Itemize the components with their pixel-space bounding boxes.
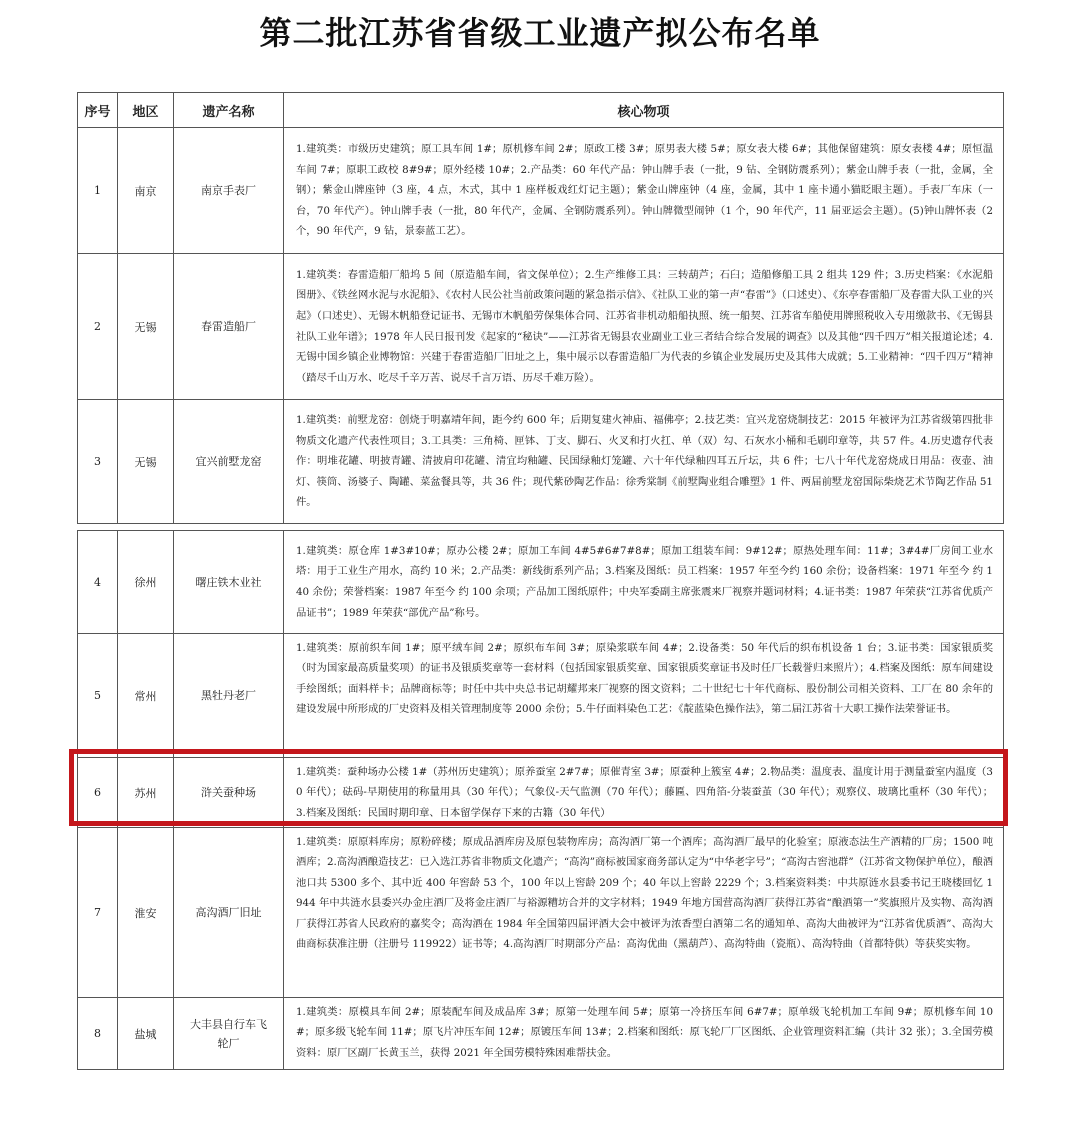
row-core-items: [284, 998, 1004, 1070]
heritage-table-part-1: [77, 92, 1004, 524]
table-row-highlighted: [78, 758, 1004, 828]
row-region: 无锡: [118, 400, 174, 524]
row-core-items: 1.建筑类：原仓库 1#3#10#；原办公楼 2#；原加工车间 4#5#6#7#8#；原加工组装车间：9#12#；原热处理车间：11#；3#4#厂房间工业水塔：用于工业生产用水，高约 10 米；2.产品类：新线街系列产品；3.档案及图纸：员工档案：1957 年至今约 160 余份；设备档案：1971 年至今 约 140 余份；荣誉档案：1987 年至今 约 100 余项；产品加工图纸原件；中央军委副主席张震来厂视察并题词材料；4.证书类：1987 年荣获“江苏省优质产品证书”；1989 年荣获“部优产品”称号。: [284, 531, 1004, 634]
row-no: 6: [78, 758, 118, 828]
header-name: 遗产名称: [174, 93, 284, 128]
row-no: 4: [78, 531, 118, 634]
row-region: 淮安: [118, 828, 174, 998]
heritage-table-part-2: [77, 530, 1004, 1070]
row-no: 1: [78, 128, 118, 254]
table-row: [78, 828, 1004, 998]
row-name: 春雷造船厂: [174, 254, 284, 400]
row-name: 宜兴前墅龙窑: [174, 400, 284, 524]
row-no: 5: [78, 634, 118, 758]
row-core-items: 1.建筑类：前墅龙窑：创烧于明嘉靖年间，距今约 600 年；后期复建火神庙、福佛亭；2.技艺类：宜兴龙窑烧制技艺：2015 年被评为江苏省级第四批非物质文化遗产代表性项目；3.工具类：三角椅、匣钵、丁支、脚石、火叉和打火扛、单（双）勾、石灰水小桶和毛刷印章等，共 57 件。4.历史遗存代表作：明堆花罐、明披青罐、清披肩印花罐、清宜均釉罐、民国绿釉灯笼罐、六十年代绿釉四耳五斤坛，共 6 件；七八十年代龙窑烧成日用品：夜壶、油灯、筷筒、汤婆子、陶罐、菜盆餐具等，共 36 件；现代紫砂陶艺作品：徐秀棠制《前墅陶业组合雕塑》1 件、两届前墅龙窑国际柴烧艺术节陶艺作品 51 件。: [284, 400, 1004, 524]
row-core-items: 1.建筑类：春雷造船厂船坞 5 间（原造船车间，省文保单位）；2.生产维修工具：三转葫芦；石臼；造船修船工具 2 组共 129 件；3.历史档案：《水泥船图册》、《铁丝网水泥与水泥船》、《农村人民公社当前政策问题的紧急指示信》、《社队工业的第一声“春雷”》（口述史）、《东亭春雷船厂及春雷大队工业的兴起》（口述史）、无锡木帆船登记证书、无锡市木帆船劳保集体合同、江苏省非机动船船执照、统一船契、江苏省车船使用牌照税收入专用缴款书、《无锡县社队工业年谱》；1978 年人民日报刊发《起家的“秘诀”——江苏省无锡县农业副业工业三者结合综合发展的调查》以及其他“四千四万”相关报道论述；4.无锡中国乡镇企业博物馆：兴建于春雷造船厂旧址之上，集中展示以春雷造船厂为代表的乡镇企业发展历史及其伟大成就；5.工业精神：“四千四万”精神（踏尽千山万水、吃尽千辛万苦、说尽千言万语、历尽千难万险）。: [284, 254, 1004, 400]
row-core-items: [284, 758, 1004, 828]
row-name: 南京手表厂: [174, 128, 284, 254]
table-header-row: [78, 93, 1004, 128]
row-core-items: [284, 634, 1004, 758]
row-name: 黑牡丹老厂: [174, 634, 284, 758]
document-title: 第二批江苏省省级工业遗产拟公布名单: [259, 14, 821, 52]
row-region: 无锡: [118, 254, 174, 400]
table-row: [78, 254, 1004, 400]
row-core-text: 1.建筑类：蚕种场办公楼 1#（苏州历史建筑）；原养蚕室 2#7#；原催青室 3#；原蚕种上簇室 4#；2.物品类：温度表、温度计用于测量蚕室内温度（30 年代）；砝码-早期使用的称量用具（30 年代）；气象仪-天气监测（70 年代）；藤匾、四角箔-分装蚕茧（30 年代）；观察仪、玻璃比重杯（30 年代）；3.档案及图纸：民国时期印章、日本留学保存下来的古籍（30 年代）: [296, 765, 993, 819]
row-name: 高沟酒厂旧址: [174, 828, 284, 998]
row-no: 8: [78, 998, 118, 1070]
row-region: 常州: [118, 634, 174, 758]
row-no: 2: [78, 254, 118, 400]
row-core-text: 1.建筑类：原前织车间 1#；原平绒车间 2#；原织布车间 3#；原染浆联车间 4#；2.设备类：50 年代后的织布机设备 1 台；3.证书类：国家银质奖（时为国家最高质量奖项）的证书及银质奖章等一套材料（包括国家银质奖章、国家银质奖章证书及时任厂长载誉归来照片）；4.档案及图纸：原车间建设手绘图纸；面料样卡；品牌商标等；时任中共中央总书记胡耀邦来厂视察的图文资料；二十世纪七十年代商标、股份制公司相关资料、工厂在 80 余年的建设发展中所形成的厂史资料及相关管理制度等 2000 余份；5.牛仔面料染色工艺：《靛蓝染色操作法》，第二届江苏省十大职工操作法荣誉证书。: [296, 641, 993, 716]
header-no: 序号: [78, 93, 118, 128]
row-core-items: [284, 828, 1004, 998]
row-core-text: 1.建筑类：原原料库房；原粉碎楼；原成品酒库房及原包装物库房；高沟酒厂第一个酒库；高沟酒厂最早的化验室；原液态法生产酒精的厂房；1500 吨酒库；2.高沟酒酿造技艺：已入选江苏省非物质文化遗产；“高沟”商标被国家商务部认定为“中华老字号”；“高沟古窖池群”（江苏省文物保护单位），酿酒池口共 5300 多个、其中近 400 年窖龄 53 个，100 年以上窖龄 209 个；40 年以上窖龄 2229 个；3.档案资料类：中共原涟水县委书记王晓楼回忆 1944 年中共涟水县委兴办金庄酒厂及将金庄酒厂与裕源糟坊合并的文字材料；1949 年地方国营高沟酒厂获得江苏省“酿酒第一”奖旗照片及实物、高沟酒厂获得江苏省人民政府的嘉奖令；高沟酒在 1984 年全国第四届评酒大会中被评为浓香型白酒第二名的通知单、高沟大曲被评为“江苏省优质酒”、高沟大曲商标获准注册（注册号 119922）证书等；4.高沟酒厂时期部分产品：高沟优曲（黑葫芦）、高沟特曲（瓷瓶）、高沟特曲（首都特供）等获奖实物。: [296, 835, 993, 951]
row-no: 3: [78, 400, 118, 524]
row-no: 7: [78, 828, 118, 998]
table-row: [78, 998, 1004, 1070]
row-name: 浒关蚕种场: [174, 758, 284, 828]
row-region: 南京: [118, 128, 174, 254]
row-region: 徐州: [118, 531, 174, 634]
header-core: 核心物项: [284, 93, 1004, 128]
header-region: 地区: [118, 93, 174, 128]
table-row: [78, 400, 1004, 524]
row-name: 大丰县自行车飞轮厂: [174, 998, 284, 1070]
table-row: [78, 128, 1004, 254]
row-core-items: 1.建筑类：市级历史建筑；原工具车间 1#；原机修车间 2#；原政工楼 3#；原男表大楼 5#；原女表大楼 6#；其他保留建筑：原女表楼 4#；原恒温车间 7#；原职工政校 8#9#；原外经楼 10#；2.产品类：60 年代产品：钟山牌手表（一批，9 钻、全钢防震系列）；紫金山牌手表（一批，金属，全钢）；紫金山牌座钟（3 座，4 点，木式，其中 1 座样板戏红灯记主题）；紫金山牌座钟（4 座，金属，其中 1 座卡通小猫眨眼主题）。手表厂车床（一台，70 年代产）。钟山牌手表（一批，80 年代产，金属、全钢防震系列）。钟山牌微型闹钟（1 个，90 年代产，11 届亚运会主题）。(5)钟山牌怀表（2 个，90 年代产，9 钻，景泰蓝工艺）。: [284, 128, 1004, 254]
row-region: 苏州: [118, 758, 174, 828]
row-name: 曙庄铁木业社: [174, 531, 284, 634]
row-region: 盐城: [118, 998, 174, 1070]
table-row: [78, 531, 1004, 634]
table-row: [78, 634, 1004, 758]
row-core-text: 1.建筑类：原模具车间 2#；原装配车间及成品库 3#；原第一处理车间 5#；原第一冷挤压车间 6#7#；原单级飞轮机加工车间 9#；原机修车间 10#；原多级飞轮车间 11#；原飞片冲压车间 12#；原镀压车间 13#；2.档案和图纸：原飞轮厂厂区图纸、企业管理资料汇编（共计 32 张）；3.全国劳模资料：原厂区副厂长黄玉兰，获得 2021 年全国劳模特殊困难帮扶金。: [296, 1005, 993, 1059]
